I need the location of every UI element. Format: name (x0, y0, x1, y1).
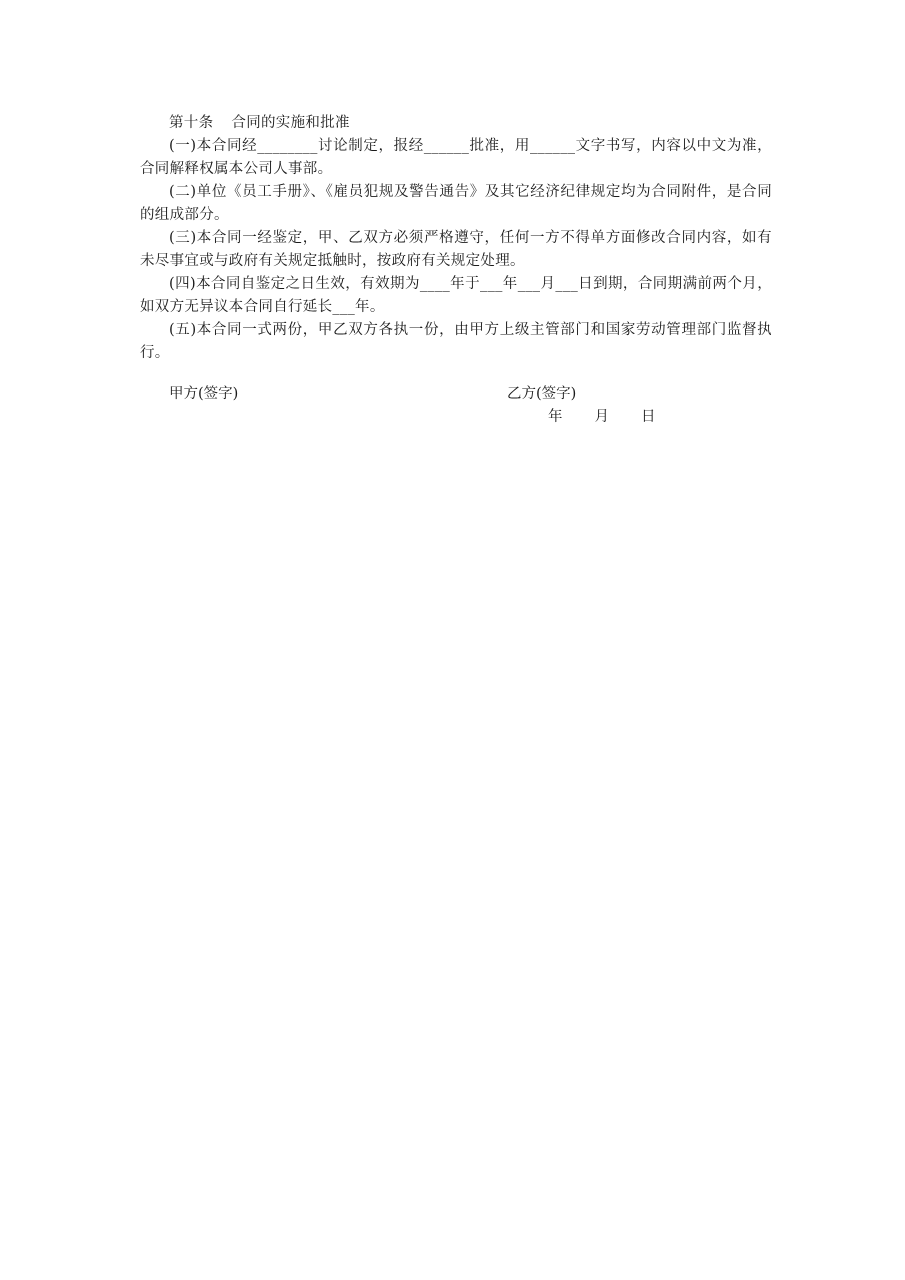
date-year-label: 年 (548, 409, 563, 425)
contract-body (140, 112, 772, 365)
party-b-signature-label: 乙方(签字) (507, 386, 577, 402)
party-a-signature-label: 甲方(签字) (169, 386, 239, 402)
clause-paragraph: (一)本合同经________讨论制定，报经______批准，用______文字书写，内容以中文为准，合同解释权属本公司人事部。 (140, 138, 772, 177)
signature-date (548, 406, 656, 429)
section-number: 第十条 (169, 115, 214, 131)
date-month-label: 月 (594, 409, 609, 425)
clause-paragraph: (二)单位《员工手册》、《雇员犯规及警告通告》及其它经济纪律规定均为合同附件，是合同的组成部分。 (140, 184, 772, 223)
section-title: 合同的实施和批准 (231, 115, 350, 131)
clause-paragraph: (三)本合同一经鉴定，甲、乙双方必须严格遵守，任何一方不得单方面修改合同内容，如有未尽事宜或与政府有关规定抵触时，按政府有关规定处理。 (140, 230, 772, 269)
clause-paragraph: (五)本合同一式两份，甲乙双方各执一份，由甲方上级主管部门和国家劳动管理部门监督执行。 (140, 322, 772, 361)
date-day-label: 日 (641, 409, 656, 425)
clause-paragraph: (四)本合同自鉴定之日生效，有效期为____年于___年___月___日到期，合同期满前两个月，如双方无异议本合同自行延长___年。 (140, 276, 772, 315)
section-heading (140, 112, 772, 135)
